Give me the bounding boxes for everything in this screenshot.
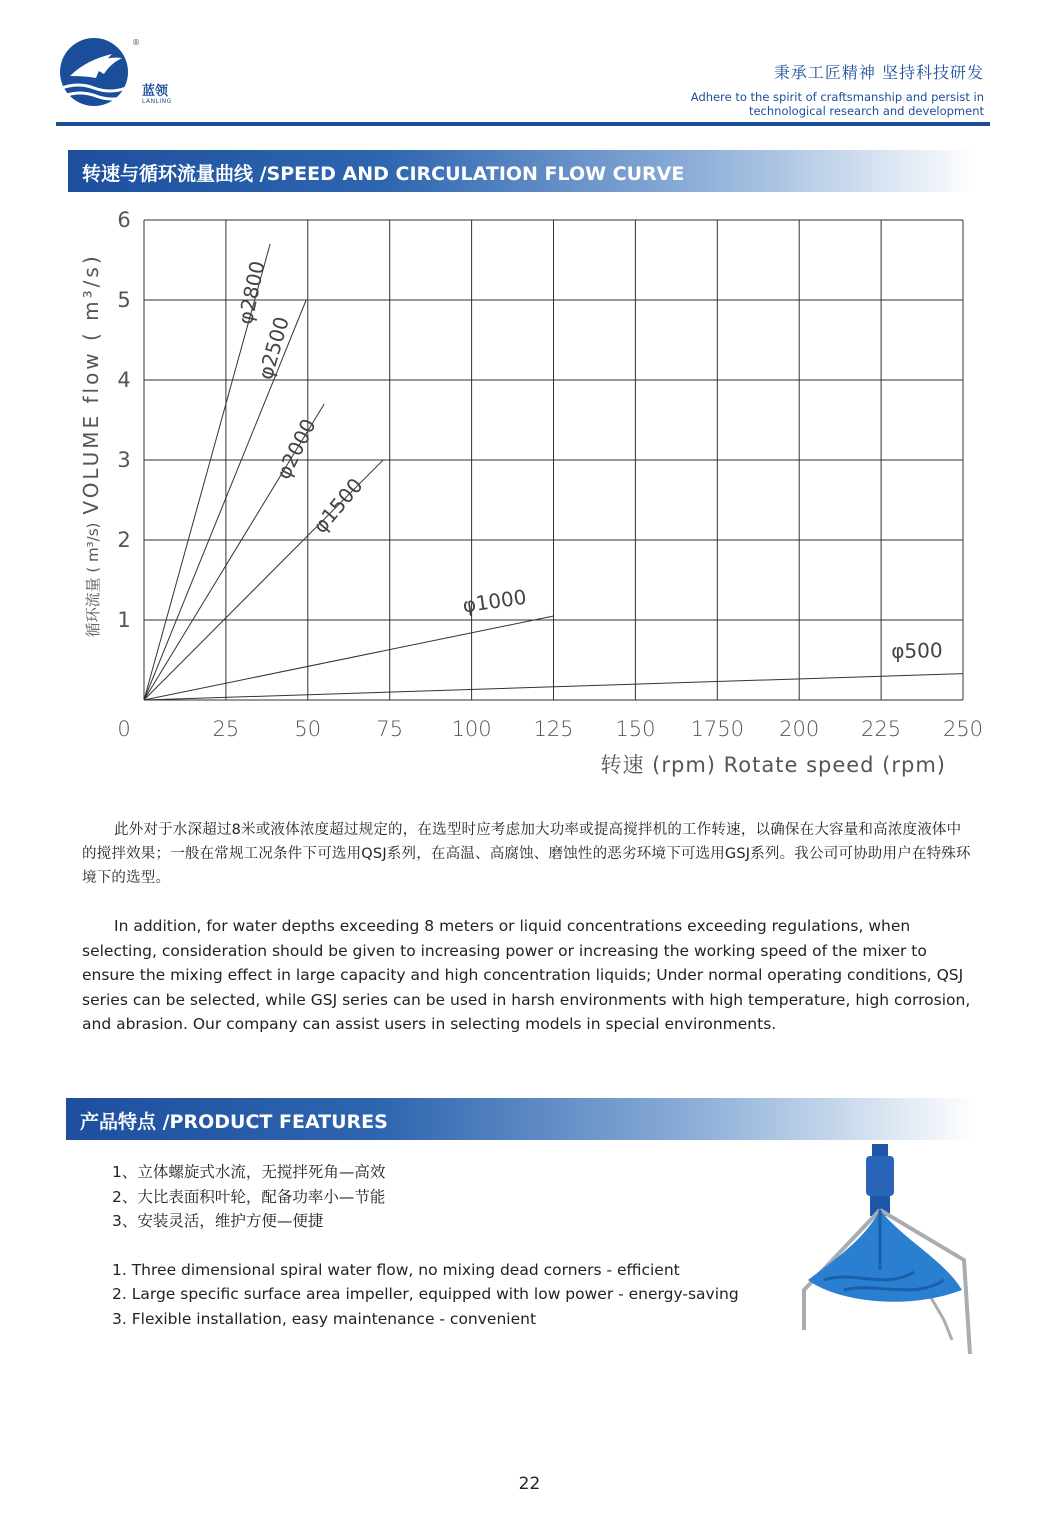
page-header <box>56 30 990 128</box>
x-tick-label: 75 <box>376 717 404 741</box>
x-tick-label: 250 <box>942 717 984 741</box>
y-tick-label: 5 <box>117 288 131 312</box>
feature-cn-1: 1、立体螺旋式水流，无搅拌死角—高效 <box>112 1163 386 1181</box>
section-title-bar <box>68 150 978 192</box>
mixer-product-image <box>794 1140 984 1362</box>
series-line <box>144 616 554 700</box>
brand-name-cn: 蓝领 <box>142 84 169 99</box>
x-tick-label: 225 <box>861 717 902 741</box>
body-paragraph-cn: 此外对于水深超过8米或液体浓度超过规定的，在选型时应考虑加大功率或提高搅拌机的工作转速，以确保在大容量和高浓度液体中的搅拌效果；一般在常规工况条件下可选用QSJ系列，在高温、高腐蚀、磨蚀性的恶劣环境下可选用GSJ系列。我公司可协助用户在特殊环境下的选型。 <box>82 822 971 886</box>
section-title-bar <box>66 1098 976 1140</box>
series-label: φ1500 <box>307 473 368 538</box>
x-tick-label: 50 <box>294 717 322 741</box>
slogan-en <box>604 90 984 118</box>
y-axis-label-cn: 循环流量 ( m³/s) <box>84 522 102 638</box>
x-tick-label: 200 <box>779 717 820 741</box>
y-tick-label: 3 <box>117 448 131 472</box>
registered-mark: ® <box>132 38 140 47</box>
feature-en-1: 1. Three dimensional spiral water flow, no mixing dead corners - efficient <box>112 1260 680 1279</box>
x-axis-label: 转速 (rpm) Rotate speed (rpm) <box>600 753 946 777</box>
header-rule <box>56 122 990 126</box>
slogan-en-line2: technological research and development <box>748 104 984 118</box>
page-number: 22 <box>518 1474 541 1494</box>
slogan-en-line1: Adhere to the spirit of craftsmanship and persist in <box>690 90 984 104</box>
feature-cn-3: 3、安装灵活，维护方便—便捷 <box>112 1212 324 1230</box>
flow-curve-chart <box>76 202 988 792</box>
series-label: φ500 <box>890 638 943 664</box>
y-tick-label: 4 <box>117 368 131 392</box>
chart-svg <box>76 202 988 792</box>
section-title: 转速与循环流量曲线 /SPEED AND CIRCULATION FLOW CURVE <box>82 163 685 185</box>
x-tick-label: 125 <box>533 717 574 741</box>
feature-list <box>112 1160 752 1331</box>
series-label: φ1000 <box>461 584 528 618</box>
section-title: 产品特点 /PRODUCT FEATURES <box>80 1111 388 1133</box>
series-label: φ2800 <box>232 258 270 327</box>
series-label: φ2000 <box>271 414 321 483</box>
series-label: φ2500 <box>253 313 294 383</box>
x-tick-label: 1750 <box>690 717 745 741</box>
x-tick-label: 100 <box>451 717 492 741</box>
x-tick-label: 25 <box>212 717 240 741</box>
y-tick-label: 1 <box>117 608 131 632</box>
slogan-cn: 秉承工匠精神 坚持科技研发 <box>773 63 984 82</box>
body-paragraph-en: In addition, for water depths exceeding 8 meters or liquid concentrations exceeding regulations, when selecting, consideration should be given to increasing power or increasing the working speed of the mixer to ensure the mixing effect in large capacity and high concentration liquids; Under normal operating conditions, QSJ series can be selected, while GSJ series can be used in harsh environments with high temperature, high corrosion, and abrasion. Our company can assist users in selecting models in special environments. <box>82 917 971 1033</box>
feature-en-3: 3. Flexible installation, easy maintenance - convenient <box>112 1309 537 1328</box>
x-tick-label: 150 <box>615 717 656 741</box>
brand-name-en: LANLING <box>142 98 172 105</box>
y-axis-label-en: VOLUME flow ( m³/s) <box>79 253 103 515</box>
company-logo <box>56 36 136 112</box>
x-tick-label: 0 <box>117 717 131 741</box>
feature-cn-2: 2、大比表面积叶轮，配备功率小—节能 <box>112 1187 386 1206</box>
y-tick-label: 2 <box>117 528 131 552</box>
y-tick-label: 6 <box>117 208 131 232</box>
feature-en-2: 2. Large specific surface area impeller, equipped with low power - energy-saving <box>112 1285 739 1303</box>
